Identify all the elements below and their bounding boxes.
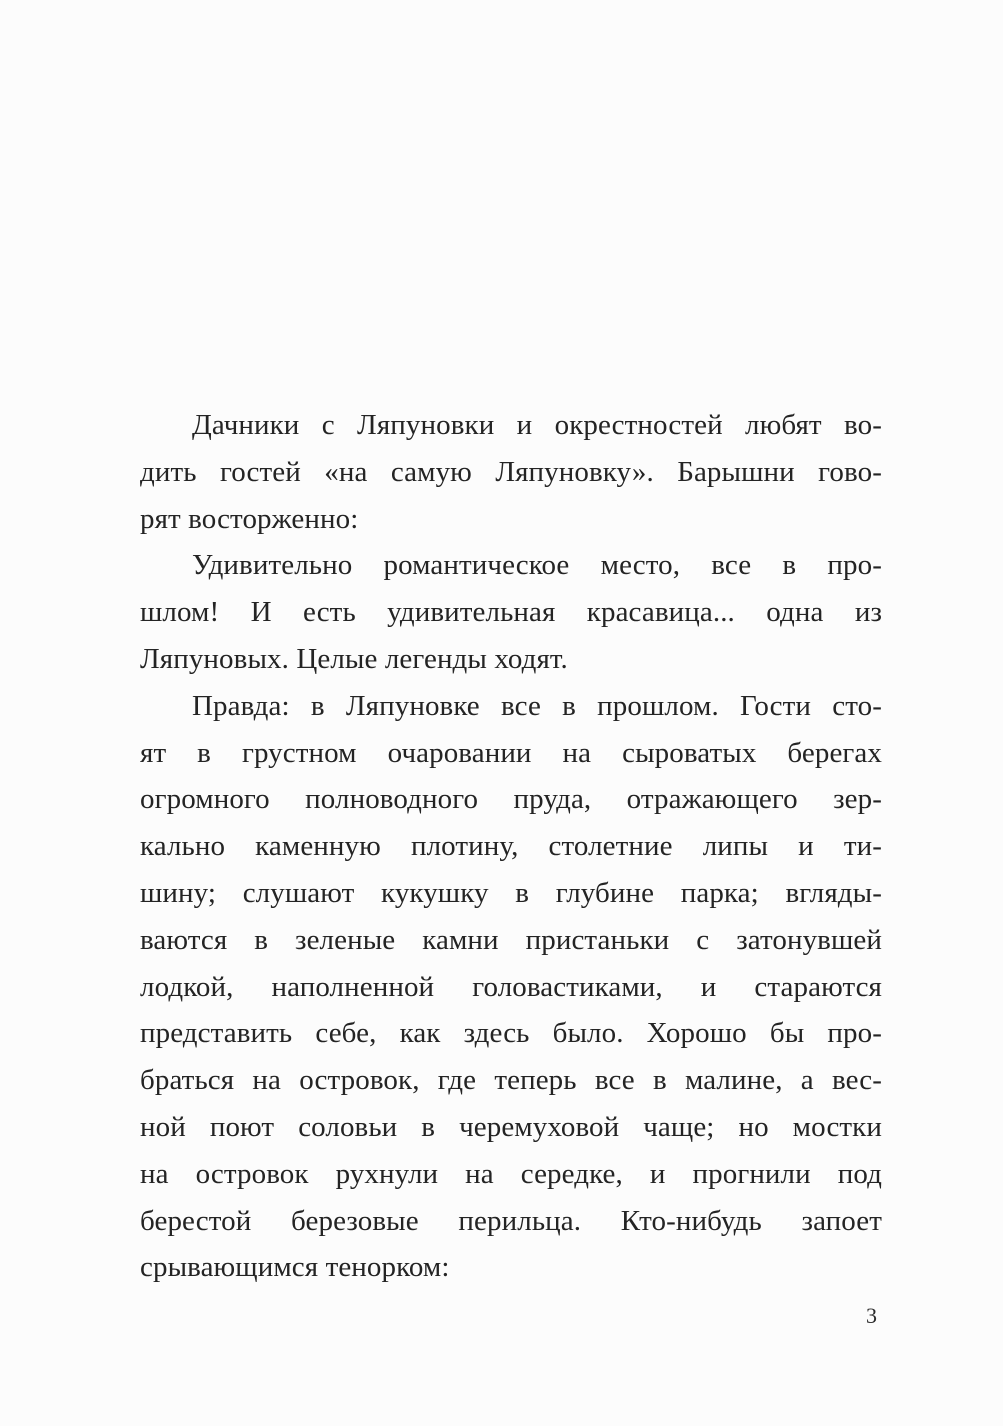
text-line: Дачники с Ляпуновки и окрестностей любят во- [192,409,882,441]
text-line: ной поют соловьи в черемуховой чаще; но мостки [140,1110,882,1143]
text-line: Удивительно романтическое место, все в про- [192,549,882,582]
text-line: рят восторженно: [140,502,359,535]
text-line: кально каменную плотину, столетние липы и ти- [140,830,882,863]
text-line: ваются в зеленые камни пристаньки с затонувшей [140,923,882,956]
text-line: Ляпуновых. Целые легенды ходят. [140,642,568,675]
text-line: шину; слушают кукушку в глубине парка; вгляды- [140,876,882,909]
text-line: дить гостей «на самую Ляпуновку». Барышни гово- [140,455,882,488]
text-line: на островок рухнули на середке, и прогнили под [140,1157,882,1190]
text-line: представить себе, как здесь было. Хорошо бы про- [140,1017,882,1050]
text-line: шлом! И есть удивительная красавица... одна из [140,596,882,629]
text-line: срывающимся тенорком: [140,1251,450,1284]
text-line: ят в грустном очаровании на сыроватых берегах [140,736,882,769]
text-line: лодкой, наполненной головастиками, и стараются [140,970,882,1003]
text-block [140,402,882,1291]
text-line: Правда: в Ляпуновке все в прошлом. Гости сто- [192,689,882,722]
page-number: 3 [866,1303,877,1328]
text-line: огромного полноводного пруда, отражающего зер- [140,783,882,816]
text-line: берестой березовые перильца. Кто-нибудь запоет [140,1204,882,1237]
text-line: браться на островок, где теперь все в малине, а вес- [140,1064,882,1097]
